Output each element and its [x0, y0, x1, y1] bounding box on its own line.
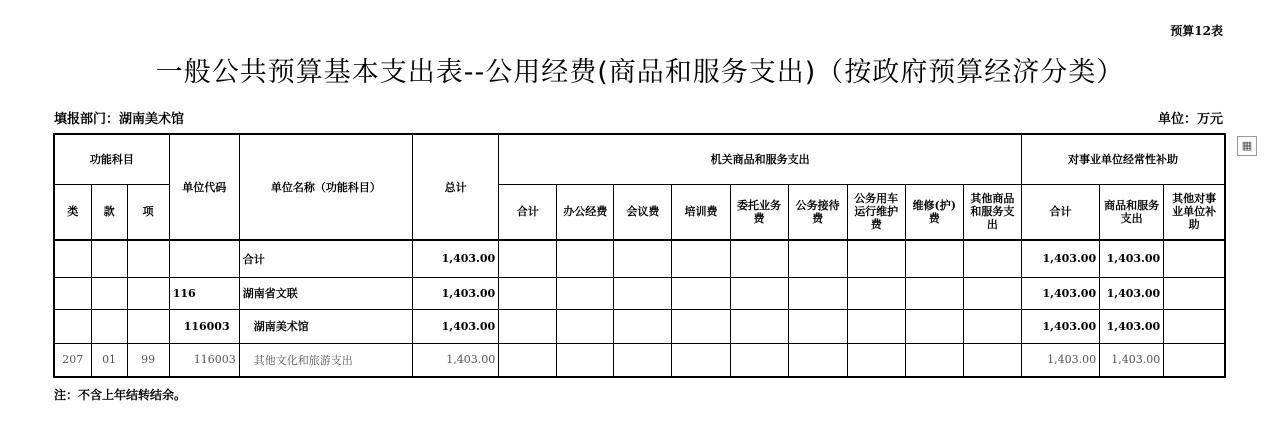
cell-xiang — [127, 277, 169, 309]
cell-empty — [1164, 240, 1225, 277]
cell-empty — [672, 277, 730, 309]
cell-empty — [614, 309, 672, 343]
header-unit-code: 单位代码 — [169, 134, 239, 240]
cell-empty — [905, 240, 963, 277]
page-title: 一般公共预算基本支出表--公用经费(商品和服务支出)（按政府预算经济分类） — [155, 57, 1125, 88]
cell-empty — [788, 277, 847, 309]
header-total: 总计 — [413, 134, 499, 240]
cell-kuan — [91, 240, 127, 277]
cell-empty — [730, 343, 788, 377]
cell-code: 116 — [169, 277, 239, 309]
header-org-subtotal: 合计 — [499, 184, 557, 240]
header-subsidy-group: 对事业单位经常性补助 — [1022, 134, 1226, 184]
table-row — [54, 277, 1225, 309]
cell-empty — [1164, 277, 1225, 309]
cell-total: 1,403.00 — [413, 309, 499, 343]
cell-subsidy-goods: 1,403.00 — [1100, 277, 1164, 309]
header-office: 办公经费 — [557, 184, 614, 240]
cell-empty — [905, 309, 963, 343]
header-func-subject: 功能科目 — [54, 134, 169, 184]
header-unit-name: 单位名称（功能科目） — [239, 134, 412, 240]
cell-empty — [847, 240, 905, 277]
cell-kuan: 01 — [91, 343, 127, 377]
cell-name: 湖南美术馆 — [239, 309, 412, 343]
cell-empty — [730, 277, 788, 309]
header-kuan: 款 — [91, 184, 127, 240]
header-goods-services: 商品和服务支出 — [1100, 184, 1164, 240]
cell-lei — [54, 277, 91, 309]
unit-label: 单位：万元 — [1157, 112, 1223, 127]
cell-empty — [499, 277, 557, 309]
cell-kuan — [91, 309, 127, 343]
cell-empty — [557, 309, 614, 343]
cell-empty — [847, 277, 905, 309]
header-org-group: 机关商品和服务支出 — [499, 134, 1022, 184]
cell-empty — [672, 343, 730, 377]
cell-name: 合计 — [239, 240, 412, 277]
cell-lei: 207 — [54, 343, 91, 377]
department-label: 填报部门：湖南美术馆 — [54, 112, 185, 127]
cell-subsidy-total: 1,403.00 — [1022, 240, 1100, 277]
cell-empty — [963, 240, 1021, 277]
table-row — [54, 309, 1225, 343]
cell-name: 湖南省文联 — [239, 277, 412, 309]
footnote: 注：不含上年结转结余。 — [54, 388, 187, 402]
table-row — [54, 343, 1225, 377]
cell-lei — [54, 240, 91, 277]
budget-table — [53, 133, 1226, 378]
header-reception: 公务接待费 — [788, 184, 847, 240]
cell-subsidy-goods: 1,403.00 — [1100, 240, 1164, 277]
table-row — [54, 240, 1225, 277]
cell-empty — [614, 277, 672, 309]
cell-code: 116003 — [169, 309, 239, 343]
cell-empty — [1164, 343, 1225, 377]
cell-subsidy-total: 1,403.00 — [1022, 277, 1100, 309]
cell-empty — [557, 240, 614, 277]
cell-subsidy-total: 1,403.00 — [1022, 309, 1100, 343]
cell-code — [169, 240, 239, 277]
cell-xiang — [127, 309, 169, 343]
cell-empty — [963, 309, 1021, 343]
cell-subsidy-total: 1,403.00 — [1022, 343, 1100, 377]
cell-empty — [499, 343, 557, 377]
header-repair: 维修(护)费 — [905, 184, 963, 240]
cell-empty — [499, 309, 557, 343]
cell-total: 1,403.00 — [413, 277, 499, 309]
cell-empty — [788, 240, 847, 277]
cell-empty — [672, 309, 730, 343]
cell-empty — [672, 240, 730, 277]
cell-empty — [847, 309, 905, 343]
cell-code: 116003 — [169, 343, 239, 377]
cell-kuan — [91, 277, 127, 309]
cell-empty — [499, 240, 557, 277]
cell-xiang: 99 — [127, 343, 169, 377]
header-other-subsidy: 其他对事业单位补助 — [1164, 184, 1225, 240]
cell-empty — [557, 277, 614, 309]
cell-subsidy-goods: 1,403.00 — [1100, 309, 1164, 343]
cell-empty — [730, 309, 788, 343]
cell-empty — [1164, 309, 1225, 343]
cell-empty — [905, 343, 963, 377]
header-training: 培训费 — [672, 184, 730, 240]
cell-name: 其他文化和旅游支出 — [239, 343, 412, 377]
table-view-icon[interactable]: ▦ — [1237, 136, 1257, 156]
cell-total: 1,403.00 — [413, 240, 499, 277]
cell-empty — [963, 277, 1021, 309]
header-other-goods: 其他商品和服务支出 — [963, 184, 1021, 240]
cell-empty — [905, 277, 963, 309]
cell-subsidy-goods: 1,403.00 — [1100, 343, 1164, 377]
cell-empty — [788, 309, 847, 343]
header-lei: 类 — [54, 184, 91, 240]
cell-empty — [963, 343, 1021, 377]
cell-lei — [54, 309, 91, 343]
header-meeting: 会议费 — [614, 184, 672, 240]
cell-xiang — [127, 240, 169, 277]
header-vehicle: 公务用车运行维护费 — [847, 184, 905, 240]
cell-empty — [614, 343, 672, 377]
cell-empty — [788, 343, 847, 377]
cell-total: 1,403.00 — [413, 343, 499, 377]
header-subsidy-subtotal: 合计 — [1022, 184, 1100, 240]
header-xiang: 项 — [127, 184, 169, 240]
header-commission: 委托业务费 — [730, 184, 788, 240]
cell-empty — [557, 343, 614, 377]
cell-empty — [847, 343, 905, 377]
cell-empty — [730, 240, 788, 277]
table-number: 预算12表 — [1170, 24, 1223, 38]
cell-empty — [614, 240, 672, 277]
